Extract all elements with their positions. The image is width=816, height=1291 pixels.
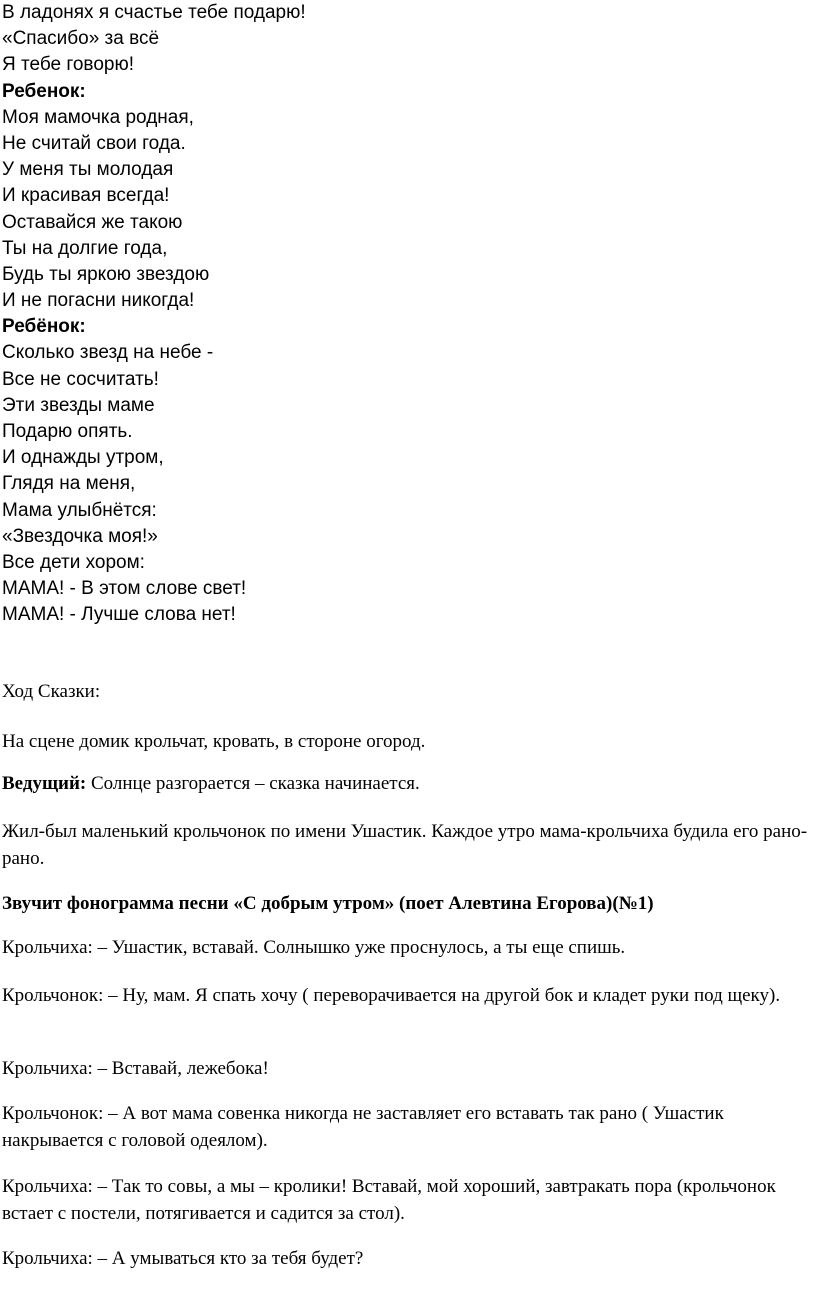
poem-line: «Спасибо» за всё	[2, 28, 160, 50]
poem-line: И красивая всегда!	[2, 185, 170, 207]
dialogue-line: Крольчиха: – Ушастик, вставай. Солнышко уже проснулось, а ты еще спишь.	[2, 937, 626, 958]
dialogue-line: Крольчонок: – Ну, мам. Я спать хочу ( переворачивается на другой бок и кладет руки под щеку).	[2, 985, 781, 1006]
poem-line: МАМА! - В этом слове свет!	[2, 578, 247, 600]
poem-line: Не считай свои года.	[2, 132, 186, 154]
narrator-text: Солнце разгорается – сказка начинается.	[86, 773, 420, 794]
poem-line: Ты на долгие года,	[2, 237, 168, 259]
poem-line: И однажды утром,	[2, 447, 164, 469]
poem-line: В ладонях я счастье тебе подарю!	[2, 2, 306, 23]
poem-line: Будь ты яркою звездою	[2, 263, 210, 285]
speaker-label: Ребенок:	[2, 80, 86, 102]
poem-line: МАМА! - Лучше слова нет!	[2, 604, 236, 626]
dialogue-line: Крольчиха: – Так то совы, а мы – кролики! Вставай, мой хороший, завтракать пора (крольчонок встает с постели, потягивается и садится за стол).	[2, 1176, 776, 1224]
poem-line: Оставайся же такою	[2, 211, 183, 233]
poem-block	[2, 0, 306, 629]
section-heading: Ход Сказки:	[2, 681, 101, 702]
poem-line: «Звездочка моя!»	[2, 525, 158, 547]
poem-line: Мама улыбнётся:	[2, 499, 157, 521]
poem-line: Моя мамочка родная,	[2, 106, 194, 128]
dialogue-line: Крольчиха: – А умываться кто за тебя будет?	[2, 1248, 364, 1269]
poem-line: У меня ты молодая	[2, 159, 174, 181]
music-cue: Звучит фонограмма песни «С добрым утром» (поет Алевтина Егорова)(№1)	[2, 893, 654, 914]
poem-line: Подарю опять.	[2, 421, 133, 442]
narrator-line	[2, 770, 814, 797]
poem-line: Эти звезды маме	[2, 394, 155, 416]
dialogue-line: Крольчонок: – А вот мама совенка никогда не заставляет его вставать так рано ( Ушастик накрывается с головой одеялом).	[2, 1103, 724, 1151]
speaker-label: Ведущий:	[2, 773, 87, 794]
poem-line: Все дети хором:	[2, 551, 145, 573]
poem-line: Сколько звезд на небе -	[2, 342, 214, 364]
speaker-label: Ребёнок:	[2, 316, 86, 338]
poem-line: Глядя на меня,	[2, 473, 136, 495]
scene-description: На сцене домик крольчат, кровать, в стороне огород.	[2, 731, 426, 752]
poem-line: Я тебе говорю!	[2, 54, 134, 76]
narration-paragraph: Жил-был маленький крольчонок по имени Ушастик. Каждое утро мама-крольчиха будила его рано-рано.	[2, 821, 808, 869]
poem-line: И не погасни никогда!	[2, 290, 195, 312]
dialogue-line: Крольчиха: – Вставай, лежебока!	[2, 1058, 269, 1079]
poem-line: Все не сосчитать!	[2, 368, 159, 390]
